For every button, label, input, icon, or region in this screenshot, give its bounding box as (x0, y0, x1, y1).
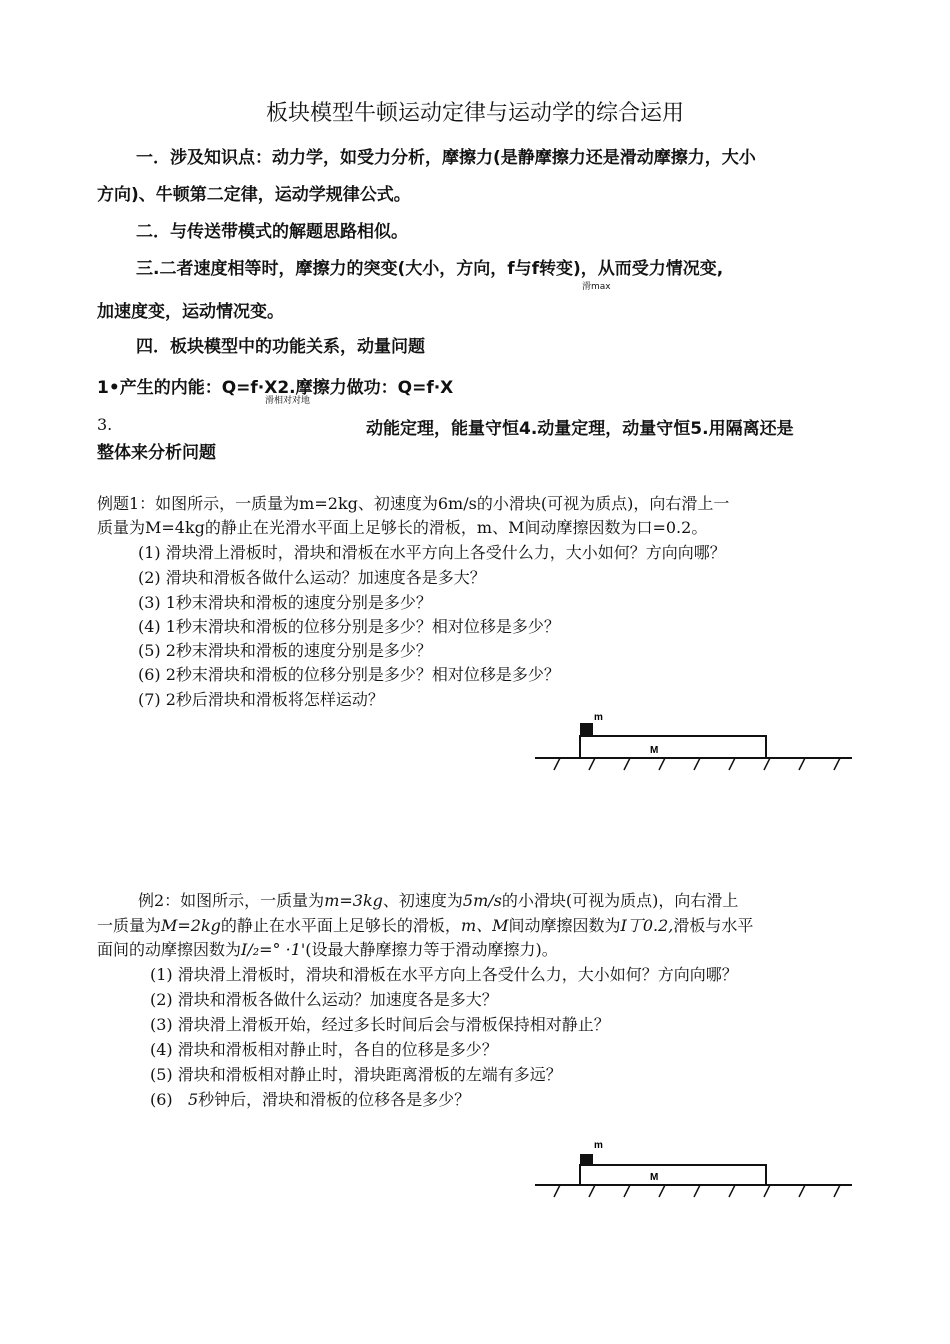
text: 的小滑块(可视为质点)，向右滑上 (501, 891, 739, 910)
point-1-line-2: 方向)、牛顿第二定律，运动学规律公式。 (97, 185, 411, 205)
board (580, 736, 766, 758)
example-2-question: (1) 滑块滑上滑板时，滑块和滑板在水平方向上各受什么力，大小如何？方向向哪？ (150, 965, 738, 984)
text: 例2：如图所示，一质量为 (138, 891, 325, 910)
text: 滑板与水平 (673, 916, 754, 935)
small-block (580, 723, 593, 736)
board-label: M (650, 1172, 659, 1183)
small-block-label: m (594, 712, 603, 723)
small-block (580, 1154, 593, 1165)
example-1-diagram (530, 708, 860, 778)
point-6-line-2: 整体来分析问题 (97, 443, 216, 463)
mass-M: M=2kg (161, 916, 221, 935)
example-1-question: (7) 2秒后滑块和滑板将怎样运动？ (138, 690, 384, 709)
example-2-diagram (530, 1136, 860, 1206)
example-2-line-2 (97, 913, 753, 936)
example-1-question: (3) 1秒末滑块和滑板的速度分别是多少？ (138, 593, 432, 612)
symbols: m、M (460, 916, 509, 935)
mu-1: 𝐼丁0.2, (620, 916, 674, 935)
text: (设最大静摩擦力等于滑动摩擦力)。 (305, 940, 558, 959)
mass-m: m=3kg (324, 891, 383, 910)
example-2-question: (4) 滑块和滑板相对静止时，各自的位移是多少？ (150, 1040, 498, 1059)
example-1-question: (5) 2秒末滑块和滑板的速度分别是多少？ (138, 641, 432, 660)
point-2: 二．与传送带模式的解题思路相似。 (136, 222, 408, 242)
example-2-question: (2) 滑块和滑板各做什么运动？加速度各是多大？ (150, 990, 498, 1009)
point-3-subscript: 滑max (582, 282, 611, 292)
example-2-line-1 (138, 888, 738, 911)
point-5-subscript: 滑相对对地 (265, 396, 311, 406)
board-label: M (650, 745, 659, 756)
point-4: 四．板块模型中的功能关系，动量问题 (136, 337, 425, 357)
page-title: 板块模型牛顿运动定律与运动学的综合运用 (265, 101, 684, 126)
text: 秒钟后，滑块和滑板的位移各是多少？ (198, 1090, 471, 1109)
point-6-number: 3. (97, 415, 113, 434)
small-block-label: m (594, 1140, 603, 1151)
point-6-line-1: 动能定理，能量守恒4.动量定理，动量守恒5.用隔离还是 (366, 419, 794, 439)
point-3-line-1: 三.二者速度相等时，摩擦力的突变(大小，方向，f与f转变)，从而受力情况变, (136, 259, 724, 279)
ground-hatch (554, 1185, 840, 1197)
point-3-line-2: 加速度变，运动情况变。 (97, 302, 284, 322)
point-1-line-1: 一．涉及知识点：动力学，如受力分析，摩擦力(是静摩擦力还是滑动摩擦力，大小 (136, 148, 756, 168)
point-5: 1•产生的内能：Q=f·X2.摩擦力做功：Q=f·X (97, 378, 454, 398)
text: 、初速度为 (382, 891, 463, 910)
board (580, 1165, 766, 1185)
example-1-question: (6) 2秒末滑块和滑板的位移分别是多少？相对位移是多少？ (138, 665, 560, 684)
example-2-line-3 (97, 937, 558, 960)
ground-hatch (554, 758, 840, 770)
example-2-question: (5) 滑块和滑板相对静止时，滑块距离滑板的左端有多远？ (150, 1065, 562, 1084)
seconds-value: 5 (187, 1090, 199, 1109)
question-number: (6) (150, 1090, 173, 1109)
example-1-question: (1) 滑块滑上滑板时，滑块和滑板在水平方向上各受什么力，大小如何？方向向哪？ (138, 543, 726, 562)
text: 间动摩擦因数为 (508, 916, 621, 935)
mu-2: 𝐼/₂=° ·1' (241, 940, 306, 959)
example-1-question: (4) 1秒末滑块和滑板的位移分别是多少？相对位移是多少？ (138, 617, 560, 636)
text: 面间的动摩擦因数为 (97, 940, 242, 959)
text: 的静止在水平面上足够长的滑板， (220, 916, 461, 935)
example-2-question-6 (150, 1087, 470, 1110)
velocity: 5m/s (462, 891, 502, 910)
example-1-line-1: 例题1：如图所示，一质量为m=2kg、初速度为6m/s的小滑块(可视为质点)，向右滑上一 (97, 494, 730, 513)
example-1-question: (2) 滑块和滑板各做什么运动？加速度各是多大？ (138, 568, 486, 587)
example-1-line-2: 质量为M=4kg的静止在光滑水平面上足够长的滑板，m、M间动摩擦因数为口=0.2。 (97, 518, 708, 537)
text: 一质量为 (97, 916, 162, 935)
example-2-question: (3) 滑块滑上滑板开始，经过多长时间后会与滑板保持相对静止？ (150, 1015, 610, 1034)
